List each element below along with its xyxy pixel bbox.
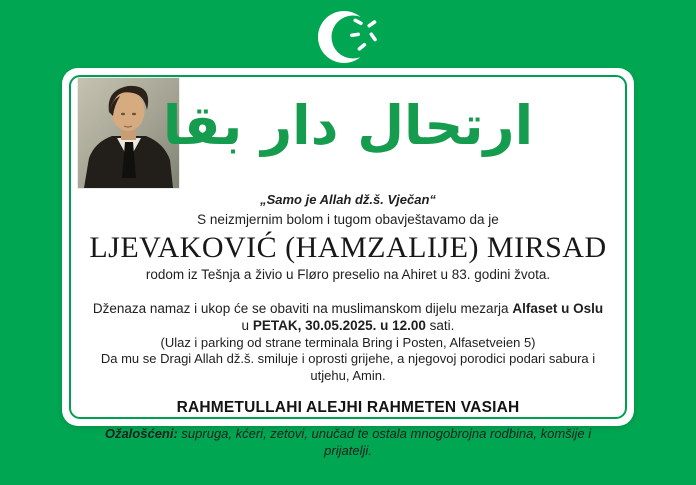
crescent-and-star-icon <box>317 5 381 69</box>
mourners-line <box>84 426 612 459</box>
life-line: rodom iz Tešnja a živio u Fløro preselio na Ahiret u 83. godini žvota. <box>145 266 551 282</box>
prayer-line: Da mu se Dragi Allah dž.š. smiluje i oprosti grijehe, a njegovoj porodici podari sabura i utjehu, Amin. <box>100 351 596 383</box>
rahmet-line: RAHMETULLAHI ALEJHI RAHMETEN VASIAH <box>176 398 520 416</box>
obituary-card <box>62 68 634 459</box>
funeral-location: Alfaset u Oslu <box>512 301 604 317</box>
parking-note: (Ulaz i parking od strane terminala Bring i Posten, Alfasetveien 5) <box>160 334 536 350</box>
mourners-label: Ožalošćeni: <box>104 426 178 442</box>
funeral-line-2-suffix: sati. <box>425 318 455 334</box>
obituary-text <box>84 192 612 460</box>
funeral-line-2-prefix: u <box>241 318 253 334</box>
arabic-calligraphy: ارتحال دار بقا <box>162 94 534 157</box>
quote-line: „Samo je Allah dž.š. Vječan“ <box>260 192 436 207</box>
spacer <box>84 385 612 398</box>
funeral-line-1-text: Dženaza namaz i ukop će se obaviti na muslimanskom dijelu mezarja <box>92 301 513 317</box>
spacer <box>84 283 612 300</box>
deceased-name: LJEVAKOVIĆ (HAMZALIJE) MIRSAD <box>89 230 607 264</box>
funeral-line-1 <box>84 300 612 317</box>
mourners-text: supruga, kćeri, zetovi, unučad te ostala mnogobrojna rodbina, komšije i prijatelji. <box>177 426 592 459</box>
funeral-line-2 <box>84 317 612 334</box>
funeral-datetime: PETAK, 30.05.2025. u 12.00 <box>252 318 426 334</box>
intro-line: S neizmjernim bolom i tugom obavještavamo da je <box>197 211 499 227</box>
